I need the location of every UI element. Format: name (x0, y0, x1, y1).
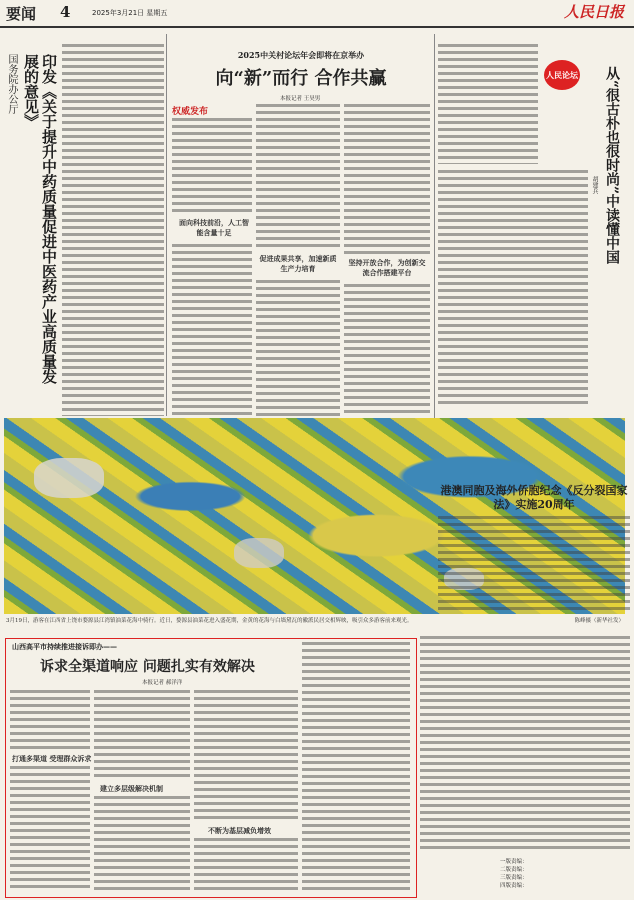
page-header (0, 0, 634, 28)
article3-title: 港澳同胞及海外侨胞纪念《反分裂国家法》实施20周年 (440, 484, 628, 511)
article4-body (10, 690, 90, 750)
divider (166, 34, 167, 416)
article3-body (438, 516, 630, 614)
article4-subhead: 不断为基层减负增效 (208, 826, 271, 835)
article3-body (420, 636, 630, 852)
article4-subhead: 建立多层级解决机制 (100, 784, 163, 793)
article4-body (94, 796, 190, 892)
article2-body (172, 244, 252, 416)
article2-body (344, 284, 430, 416)
article4-body (194, 690, 298, 820)
article4-body (194, 838, 298, 892)
photo-caption: 3月19日，游客在江西省上饶市婺源县江湾镇油菜花海中骑行。近日，婺源县油菜花进入盛花期，金黄的花海与白墙黛瓦的徽派民居交相辉映，吸引众多游客前来观光。 陈峰摄（新华社发） (6, 618, 624, 624)
article2-title: 向“新”而行 合作共赢 (215, 68, 387, 89)
commentary-badge: 人民论坛 (544, 60, 580, 90)
article2-subhead: 促进成果共享，加速新质生产力培育 (259, 254, 337, 273)
section-name: 要闻 (6, 5, 37, 23)
article1-kicker: 国务院办公厅 (6, 54, 17, 114)
commentary-body (438, 170, 588, 406)
issue-date: 2025年3月21日 星期五 (92, 9, 168, 17)
article4-byline: 本报记者 郝洋洋 (142, 680, 183, 686)
divider (434, 34, 435, 470)
article2-byline: 本报记者 王昊男 (280, 96, 321, 102)
article2-body (256, 280, 340, 416)
commentary-title: 从“很古朴也很时尚”中读懂中国 (604, 66, 620, 265)
article4-body (10, 766, 90, 892)
masthead-logo: 人民日报 (563, 3, 624, 21)
commentary-author: 胡建兵 (591, 176, 598, 194)
section-label: 权威发布 (172, 107, 209, 117)
article2-subhead: 面向科技前沿，人工智能含量十足 (179, 218, 249, 237)
commentary-body (438, 44, 538, 164)
article4-title: 诉求全渠道响应 问题扎实有效解决 (40, 659, 255, 675)
article1-body (62, 44, 164, 416)
article4-body (94, 690, 190, 780)
article4-body (302, 642, 410, 892)
article1-title: 印发《关于提升中药质量促进中医药产业高质量发展的意见》 (22, 54, 58, 384)
article2-kicker: 2025中关村论坛年会即将在京举办 (237, 50, 365, 60)
page-number: 4 (60, 3, 71, 21)
editors-list: 一版责编： 二版责编： 三版责编： 四版责编： (500, 859, 528, 889)
article2-body (172, 118, 252, 214)
article2-subhead: 坚持开放合作，为创新交流合作搭建平台 (348, 258, 426, 277)
article4-subhead: 打通多渠道 受理群众诉求 (12, 754, 92, 763)
article2-body (256, 104, 340, 250)
article2-body (344, 104, 430, 254)
article4-kicker: 山西高平市持续推进接诉即办—— (12, 642, 117, 651)
